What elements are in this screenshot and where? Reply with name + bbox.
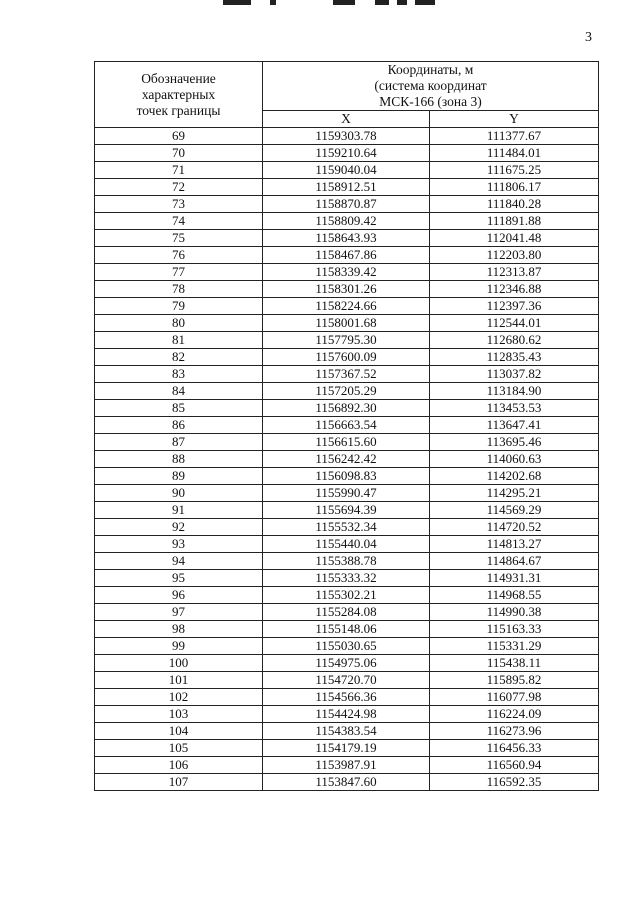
- point-number-cell: 70: [95, 145, 263, 162]
- x-coordinate-cell: 1155440.04: [263, 536, 430, 553]
- coordinates-header: [263, 62, 599, 111]
- y-coordinate-cell: 116456.33: [430, 740, 599, 757]
- point-number-cell: 90: [95, 485, 263, 502]
- table-row: [95, 468, 599, 485]
- x-coordinate-cell: 1154179.19: [263, 740, 430, 757]
- table-row: [95, 502, 599, 519]
- point-number-cell: 85: [95, 400, 263, 417]
- y-coordinate-cell: 112544.01: [430, 315, 599, 332]
- x-coordinate-cell: 1159210.64: [263, 145, 430, 162]
- point-number-cell: 73: [95, 196, 263, 213]
- table-row: [95, 774, 599, 791]
- x-coordinate-cell: 1155333.32: [263, 570, 430, 587]
- y-coordinate-cell: 111484.01: [430, 145, 599, 162]
- point-number-cell: 91: [95, 502, 263, 519]
- y-coordinate-cell: 112680.62: [430, 332, 599, 349]
- table-row: [95, 128, 599, 145]
- page-number: 3: [585, 30, 592, 45]
- x-coordinate-cell: 1158467.86: [263, 247, 430, 264]
- x-coordinate-cell: 1155302.21: [263, 587, 430, 604]
- y-coordinate-cell: 111891.88: [430, 213, 599, 230]
- y-coordinate-cell: 113647.41: [430, 417, 599, 434]
- y-coordinate-cell: 114295.21: [430, 485, 599, 502]
- point-number-cell: 74: [95, 213, 263, 230]
- y-coordinate-cell: 115331.29: [430, 638, 599, 655]
- x-coordinate-cell: 1156615.60: [263, 434, 430, 451]
- x-coordinate-cell: 1157600.09: [263, 349, 430, 366]
- table-row: [95, 281, 599, 298]
- y-coordinate-cell: 115438.11: [430, 655, 599, 672]
- x-coordinate-cell: 1154383.54: [263, 723, 430, 740]
- point-number-cell: 104: [95, 723, 263, 740]
- table-row: [95, 706, 599, 723]
- point-header-line: Обозначение: [141, 70, 216, 86]
- table-row: [95, 247, 599, 264]
- y-coordinate-cell: 113453.53: [430, 400, 599, 417]
- x-coordinate-cell: 1158809.42: [263, 213, 430, 230]
- y-coordinate-cell: 112397.36: [430, 298, 599, 315]
- x-column-header: X: [263, 111, 430, 128]
- table-row: [95, 451, 599, 468]
- x-coordinate-cell: 1158339.42: [263, 264, 430, 281]
- y-coordinate-cell: 115895.82: [430, 672, 599, 689]
- point-number-cell: 106: [95, 757, 263, 774]
- point-number-cell: 78: [95, 281, 263, 298]
- y-coordinate-cell: 114931.31: [430, 570, 599, 587]
- y-coordinate-cell: 114060.63: [430, 451, 599, 468]
- point-number-cell: 94: [95, 553, 263, 570]
- table-row: [95, 553, 599, 570]
- table-row: [95, 400, 599, 417]
- x-coordinate-cell: 1155694.39: [263, 502, 430, 519]
- x-coordinate-cell: 1154424.98: [263, 706, 430, 723]
- point-number-cell: 75: [95, 230, 263, 247]
- point-designation-header: [95, 62, 263, 128]
- x-coordinate-cell: 1157367.52: [263, 366, 430, 383]
- coords-header-line: (система координат: [374, 78, 487, 93]
- table-row: [95, 213, 599, 230]
- y-coordinate-cell: 116560.94: [430, 757, 599, 774]
- x-coordinate-cell: 1154566.36: [263, 689, 430, 706]
- point-number-cell: 92: [95, 519, 263, 536]
- point-number-cell: 93: [95, 536, 263, 553]
- table-row: [95, 604, 599, 621]
- y-coordinate-cell: 111840.28: [430, 196, 599, 213]
- point-header-line: характерных: [141, 86, 216, 102]
- y-coordinate-cell: 116224.09: [430, 706, 599, 723]
- table-row: [95, 519, 599, 536]
- point-number-cell: 72: [95, 179, 263, 196]
- table-row: [95, 145, 599, 162]
- x-coordinate-cell: 1155148.06: [263, 621, 430, 638]
- table-row: [95, 315, 599, 332]
- table-row: [95, 638, 599, 655]
- table-row: [95, 434, 599, 451]
- y-coordinate-cell: 114813.27: [430, 536, 599, 553]
- coords-header-line: Координаты, м: [387, 62, 474, 77]
- y-coordinate-cell: 114720.52: [430, 519, 599, 536]
- x-coordinate-cell: 1155532.34: [263, 519, 430, 536]
- x-coordinate-cell: 1158001.68: [263, 315, 430, 332]
- x-coordinate-cell: 1155990.47: [263, 485, 430, 502]
- table-row: [95, 298, 599, 315]
- x-coordinate-cell: 1158912.51: [263, 179, 430, 196]
- point-number-cell: 102: [95, 689, 263, 706]
- table-row: [95, 383, 599, 400]
- table-row: [95, 757, 599, 774]
- y-coordinate-cell: 112203.80: [430, 247, 599, 264]
- x-coordinate-cell: 1154720.70: [263, 672, 430, 689]
- x-coordinate-cell: 1159040.04: [263, 162, 430, 179]
- point-number-cell: 84: [95, 383, 263, 400]
- y-coordinate-cell: 116273.96: [430, 723, 599, 740]
- table-body: [95, 128, 599, 791]
- y-coordinate-cell: 114968.55: [430, 587, 599, 604]
- x-coordinate-cell: 1153987.91: [263, 757, 430, 774]
- point-number-cell: 81: [95, 332, 263, 349]
- y-coordinate-cell: 114202.68: [430, 468, 599, 485]
- cropped-header-marks: [215, 0, 445, 8]
- x-coordinate-cell: 1157205.29: [263, 383, 430, 400]
- table-row: [95, 570, 599, 587]
- table-row: [95, 162, 599, 179]
- y-column-header: Y: [430, 111, 599, 128]
- table-row: [95, 196, 599, 213]
- table-row: [95, 621, 599, 638]
- point-number-cell: 99: [95, 638, 263, 655]
- x-coordinate-cell: 1153847.60: [263, 774, 430, 791]
- point-number-cell: 98: [95, 621, 263, 638]
- y-coordinate-cell: 112313.87: [430, 264, 599, 281]
- point-number-cell: 86: [95, 417, 263, 434]
- point-number-cell: 83: [95, 366, 263, 383]
- table-row: [95, 672, 599, 689]
- point-number-cell: 100: [95, 655, 263, 672]
- x-coordinate-cell: 1159303.78: [263, 128, 430, 145]
- x-coordinate-cell: 1155030.65: [263, 638, 430, 655]
- y-coordinate-cell: 113184.90: [430, 383, 599, 400]
- y-coordinate-cell: 112346.88: [430, 281, 599, 298]
- table-row: [95, 536, 599, 553]
- point-number-cell: 89: [95, 468, 263, 485]
- table-row: [95, 264, 599, 281]
- point-number-cell: 79: [95, 298, 263, 315]
- point-number-cell: 87: [95, 434, 263, 451]
- y-coordinate-cell: 111675.25: [430, 162, 599, 179]
- coordinates-table: [94, 61, 599, 791]
- point-number-cell: 96: [95, 587, 263, 604]
- y-coordinate-cell: 115163.33: [430, 621, 599, 638]
- y-coordinate-cell: 114864.67: [430, 553, 599, 570]
- table-row: [95, 230, 599, 247]
- y-coordinate-cell: 112835.43: [430, 349, 599, 366]
- y-coordinate-cell: 114569.29: [430, 502, 599, 519]
- table-row: [95, 332, 599, 349]
- table-row: [95, 349, 599, 366]
- point-number-cell: 77: [95, 264, 263, 281]
- x-coordinate-cell: 1155388.78: [263, 553, 430, 570]
- table-row: [95, 689, 599, 706]
- x-coordinate-cell: 1156242.42: [263, 451, 430, 468]
- table-row: [95, 366, 599, 383]
- point-number-cell: 101: [95, 672, 263, 689]
- x-coordinate-cell: 1158870.87: [263, 196, 430, 213]
- table-row: [95, 655, 599, 672]
- point-number-cell: 103: [95, 706, 263, 723]
- table-row: [95, 740, 599, 757]
- y-coordinate-cell: 111377.67: [430, 128, 599, 145]
- x-coordinate-cell: 1155284.08: [263, 604, 430, 621]
- point-number-cell: 105: [95, 740, 263, 757]
- x-coordinate-cell: 1156663.54: [263, 417, 430, 434]
- point-number-cell: 107: [95, 774, 263, 791]
- coords-header-line: МСК-166 (зона 3): [379, 94, 482, 109]
- point-number-cell: 88: [95, 451, 263, 468]
- x-coordinate-cell: 1156098.83: [263, 468, 430, 485]
- table-row: [95, 485, 599, 502]
- x-coordinate-cell: 1157795.30: [263, 332, 430, 349]
- y-coordinate-cell: 116592.35: [430, 774, 599, 791]
- table-row: [95, 417, 599, 434]
- y-coordinate-cell: 113695.46: [430, 434, 599, 451]
- table-row: [95, 723, 599, 740]
- x-coordinate-cell: 1156892.30: [263, 400, 430, 417]
- point-number-cell: 76: [95, 247, 263, 264]
- x-coordinate-cell: 1158301.26: [263, 281, 430, 298]
- y-coordinate-cell: 111806.17: [430, 179, 599, 196]
- point-number-cell: 71: [95, 162, 263, 179]
- y-coordinate-cell: 113037.82: [430, 366, 599, 383]
- point-header-line: точек границы: [136, 102, 221, 118]
- point-number-cell: 69: [95, 128, 263, 145]
- y-coordinate-cell: 116077.98: [430, 689, 599, 706]
- point-number-cell: 82: [95, 349, 263, 366]
- x-coordinate-cell: 1158643.93: [263, 230, 430, 247]
- x-coordinate-cell: 1158224.66: [263, 298, 430, 315]
- point-number-cell: 95: [95, 570, 263, 587]
- y-coordinate-cell: 114990.38: [430, 604, 599, 621]
- point-number-cell: 97: [95, 604, 263, 621]
- table-row: [95, 587, 599, 604]
- table-row: [95, 179, 599, 196]
- point-number-cell: 80: [95, 315, 263, 332]
- y-coordinate-cell: 112041.48: [430, 230, 599, 247]
- x-coordinate-cell: 1154975.06: [263, 655, 430, 672]
